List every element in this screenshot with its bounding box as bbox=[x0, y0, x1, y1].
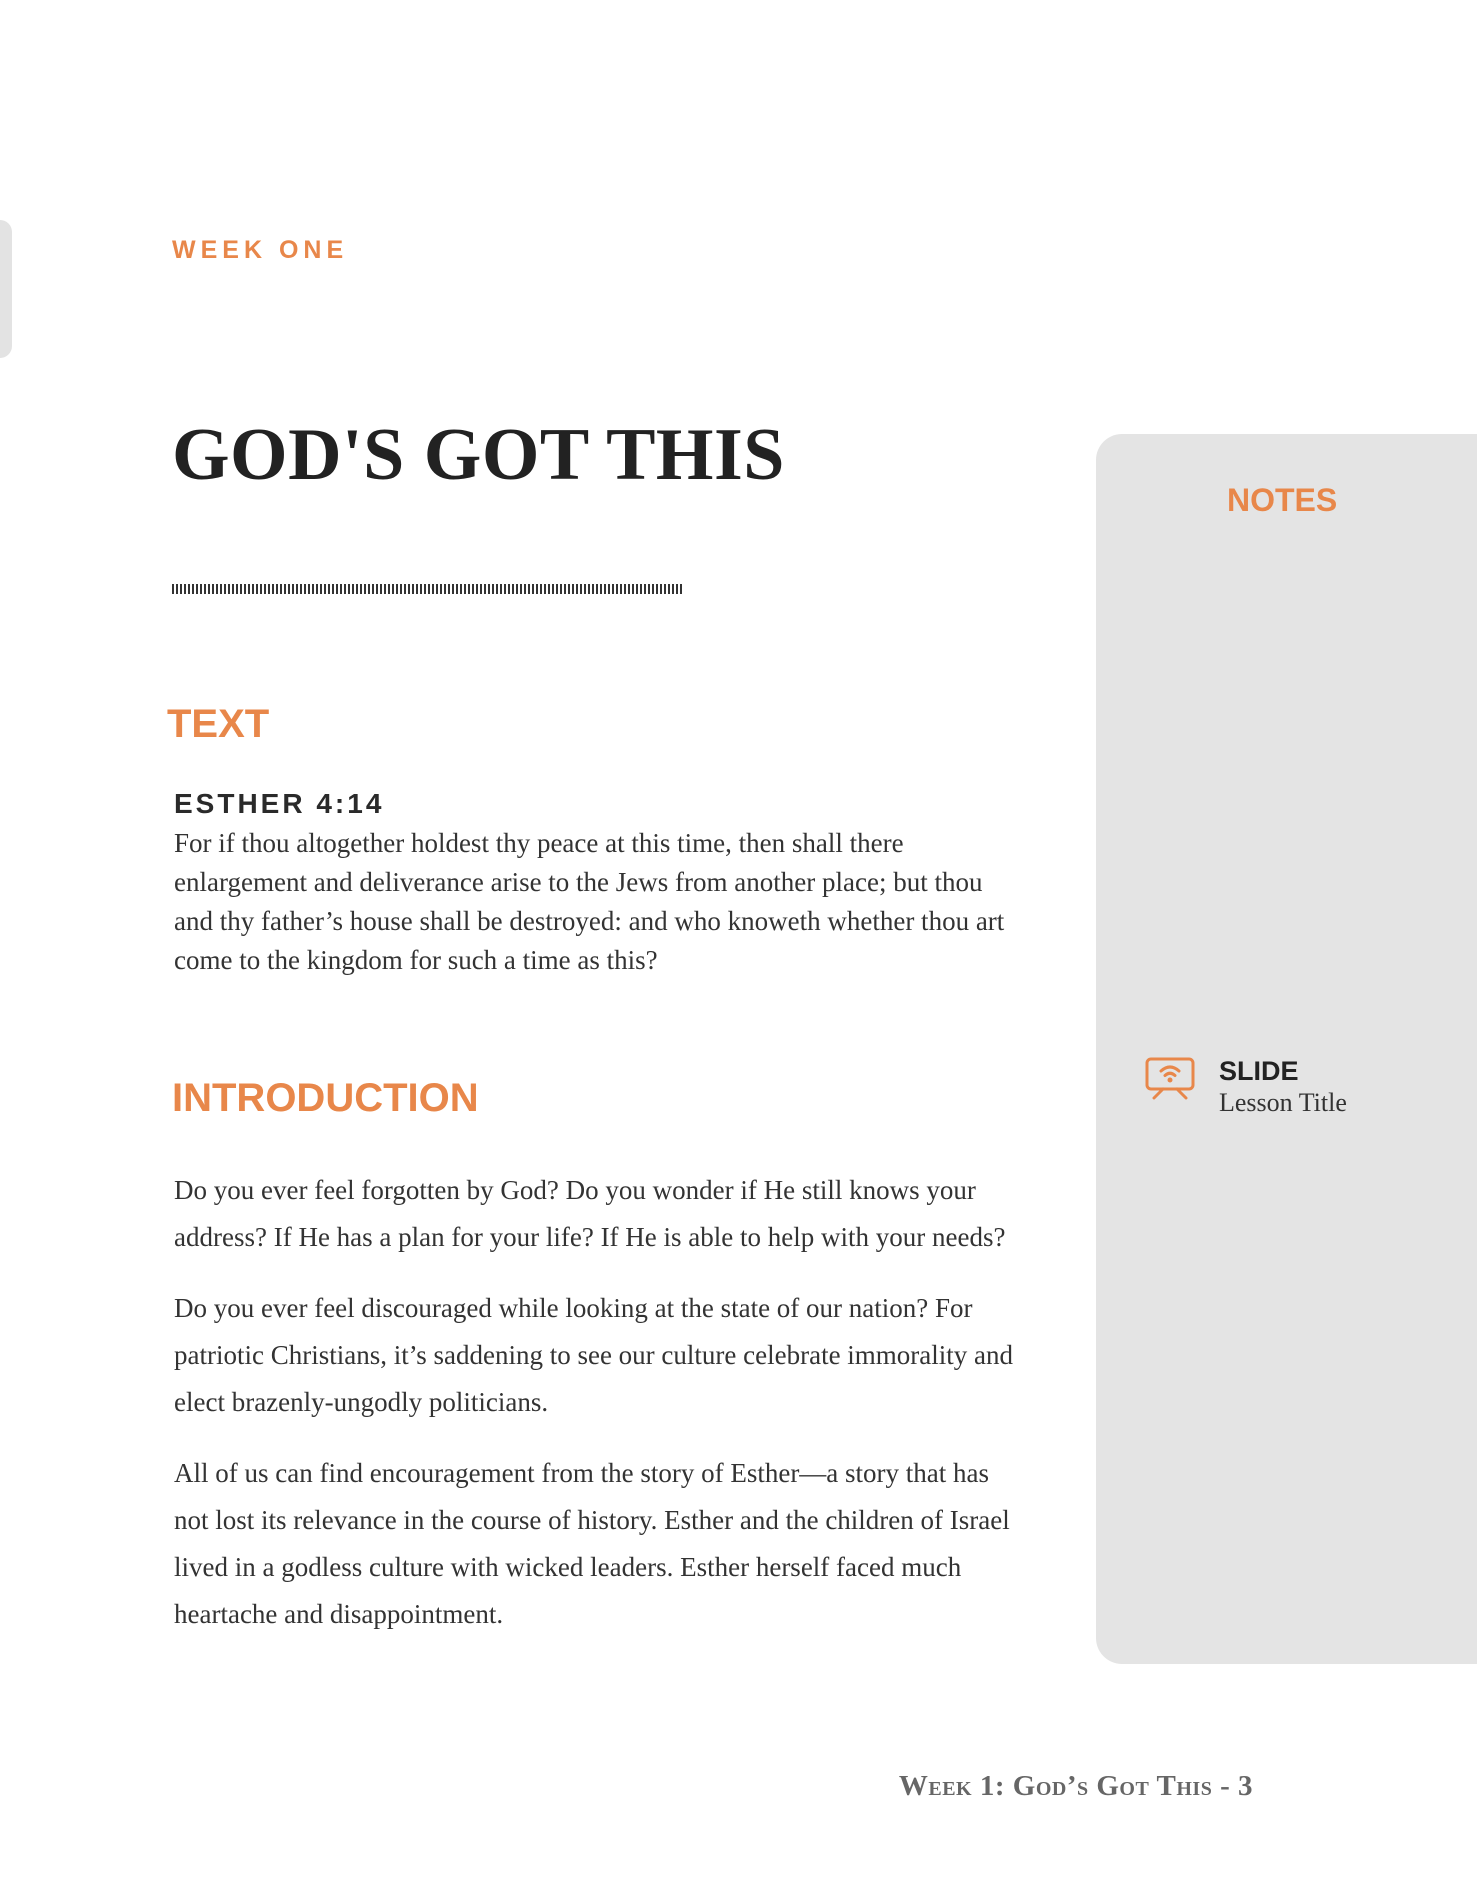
text-section-heading: TEXT bbox=[167, 702, 270, 746]
scripture-reference: ESTHER 4:14 bbox=[174, 788, 385, 819]
projector-screen-icon bbox=[1144, 1056, 1196, 1100]
page-footer: Week 1: God’s Got This - 3 bbox=[898, 1770, 1253, 1802]
page-edge-tab bbox=[0, 220, 12, 358]
slide-label: SLIDE bbox=[1219, 1056, 1299, 1086]
intro-paragraph: Do you ever feel discouraged while looking at the state of our nation? For patriotic Christians, it’s saddening to see our culture celebrate immorality and elect brazenly-ungodly politicians. bbox=[174, 1293, 1014, 1417]
introduction-heading: INTRODUCTION bbox=[172, 1076, 479, 1120]
notes-panel bbox=[1096, 434, 1477, 1664]
title-divider bbox=[172, 584, 682, 594]
introduction-body bbox=[174, 1167, 1024, 1662]
intro-paragraph: All of us can find encouragement from the story of Esther—a story that has not lost its relevance in the course of history. Esther and the children of Israel lived in a godless culture with wicked leaders. Esther herself faced much heartache and disappointment. bbox=[174, 1458, 1010, 1629]
week-label: WEEK ONE bbox=[172, 236, 349, 264]
slide-caption: Lesson Title bbox=[1219, 1088, 1347, 1117]
intro-paragraph: Do you ever feel forgotten by God? Do you wonder if He still knows your address? If He has a plan for your life? If He is able to help with your needs? bbox=[174, 1175, 1006, 1252]
page-title: GOD'S GOT THIS bbox=[172, 414, 785, 496]
scripture-passage: For if thou altogether holdest thy peace at this time, then shall there enlargement and deliverance arise to the Jews from another place; but thou and thy father’s house shall be destroyed: and who knoweth whether thou art come to the kingdom for such a time as this? bbox=[174, 828, 1005, 975]
notes-title: NOTES bbox=[1227, 482, 1338, 518]
